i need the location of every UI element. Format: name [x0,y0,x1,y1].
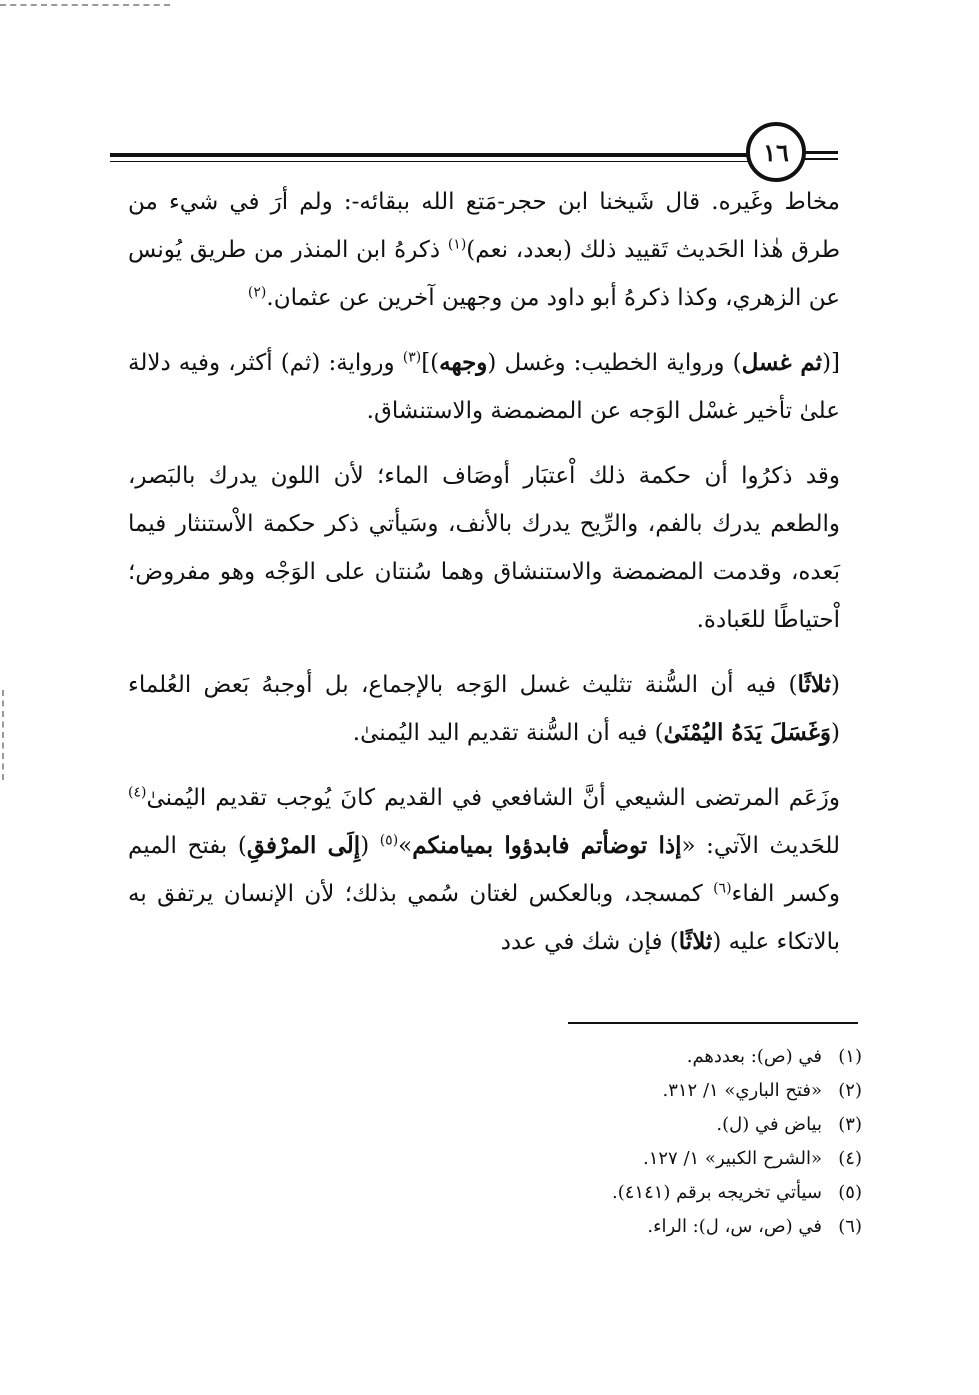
footnote-number: (٦) [838,1216,862,1237]
page-number: ١٦ [746,122,806,182]
footnote-text: في (ص): بعددهم. [686,1046,822,1067]
scan-edge-dashes-left [2,690,4,780]
scan-edge-dashes-top [0,4,170,6]
footnote-number: (٤) [838,1148,862,1169]
footnote-ref-3: (٣) [402,349,422,366]
footnote-number: (٢) [838,1080,862,1101]
text-run: للحَديث الآتي: « [681,833,840,859]
paragraph-2 [128,339,840,435]
bold-term: وجهه [439,349,488,376]
footnote-separator [568,1022,858,1024]
bold-term: إِلَى المرْفقِ [246,832,361,859]
footnote-ref-5: (٥) [379,832,399,849]
footnote-ref-2: (٢) [247,284,267,301]
paragraph-1 [128,178,840,322]
text-run: مخاط وغَيره. قال شَيخنا ابن حجر-مَتع الله ببقائه-: ولم أرَ في شيء من طرق هٰذا الحَديث تَقييد ذلك (بعدد، نعم) [128,189,841,263]
footnote-number: (٣) [838,1114,862,1135]
text-run: ( [360,833,380,859]
footnote-text: سيأتي تخريجه برقم (٤١٤١). [612,1182,822,1203]
footnote-text: «فتح الباري» ١/ ٣١٢. [662,1080,822,1101]
bold-term: ثم غسل [741,349,823,376]
bold-term: ثلاثًا [678,928,713,955]
footnote-ref-4: (٤) [128,784,147,801]
text-run: )] [421,350,440,376]
footnote-ref-6: (٦) [713,880,732,897]
text-run: » [398,833,413,859]
text-run: [( [822,350,841,376]
footnotes [500,1040,862,1244]
text-run: ) فإن شك في عدد [500,929,679,955]
footnote-number: (٥) [838,1182,862,1203]
header-rule-right-thin [800,158,838,160]
footnote-5 [500,1176,862,1210]
footnote-number: (١) [838,1046,862,1067]
footnote-text: في (ص، س، ل): الراء. [647,1216,822,1237]
paragraph-5 [128,774,840,966]
text-run: كمسجد، وبالعكس لغتان سُمي بذلك؛ لأن الإنسان يرتفق به بالاتكاء عليه ( [128,881,840,955]
footnote-text: «الشرح الكبير» ١/ ١٢٧. [642,1148,822,1169]
text-run: ) ورواية الخطيب: وغسل ( [487,350,742,376]
text-run: ( [831,672,840,698]
footnote-4 [500,1142,862,1176]
text-run: وزَعَم المرتضى الشيعي أنَّ الشافعي في القديم كانَ يُوجب تقديم اليُمنىٰ [146,785,840,811]
paragraph-4 [128,661,840,757]
bold-term: ثلاثًا [797,671,832,698]
footnote-2 [500,1074,862,1108]
footnote-3 [500,1108,862,1142]
main-text [128,178,840,983]
bold-term: وَغَسَلَ يَدَهُ اليُمْنَىٰ [663,719,832,746]
header-rule-thick [110,153,755,157]
bold-quote: إذا توضأتم فابدؤوا بميامنكم [412,832,682,859]
text-run: ) بفتح الميم وكسر الفاء [128,833,840,907]
text-run: ) فيه أن السُّنة تقديم اليد اليُمنىٰ. [352,720,664,746]
footnote-1 [500,1040,862,1074]
footnote-ref-1: (١) [447,236,467,253]
text-run: وقد ذكرُوا أن حكمة ذلك اْعتبَار أوصَاف الماء؛ لأن اللون يدرك بالبَصر، والطعم يدرك بالفم، والرِّيح يدرك بالأنف، وسَيأتي ذكر حكمة الاْستنثار فيما بَعده، وقدمت المضمضة والاستنشاق وهما سُنتان على الوَجْه وهو مفروض؛ اْحتياطًا للعَبادة. [128,463,840,633]
footnote-text: بياض في (ل). [716,1114,822,1135]
text-run: ) فيه أن السُّنة تثليث غسل الوَجه بالإجماع، بل أوجبهُ بَعض العُلماء ( [128,672,840,746]
footnote-6 [500,1210,862,1244]
text-run: ورواية: (ثم) أكثر، وفيه دلالة علىٰ تأخير غسْل الوَجه عن المضمضة والاستنشاق. [128,350,840,424]
paragraph-3 [128,452,840,644]
text-run: ذكرهُ ابن المنذر من طريق يُونس عن الزهري، وكذا ذكرهُ أبو داود من وجهين آخرين عن عثمان. [128,237,840,311]
header-rule-thin [110,161,755,162]
